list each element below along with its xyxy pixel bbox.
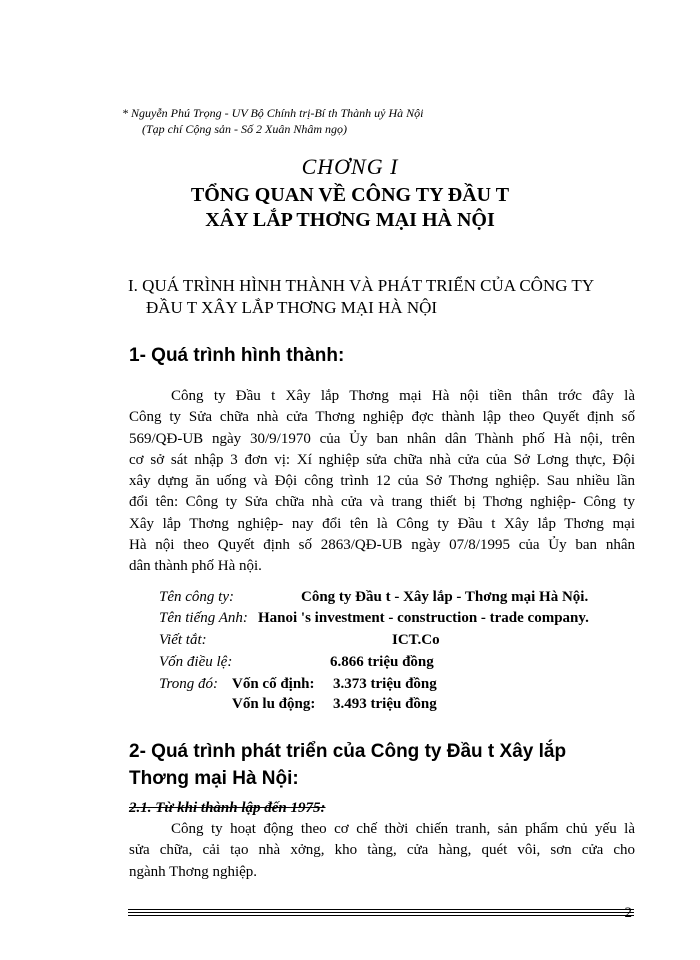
- paragraph-line: Công ty Đầu t Xây lắp Thơng mại Hà nội tiền thân trớc đây là: [171, 388, 635, 404]
- paragraph-line: xây dựng ăn uống và Đội công trình 12 của Sở Thơng nghiệp. Sau nhiều lần: [129, 473, 635, 490]
- footer-rule: [128, 912, 634, 913]
- subheading-2-1: 2.1. Từ khi thành lập đến 1975:: [129, 800, 326, 816]
- paragraph-line: ngành Thơng nghiệp.: [129, 863, 258, 880]
- paragraph-line: dân thành phố Hà nội.: [129, 558, 262, 575]
- working-capital-label: Vốn lu động:: [232, 696, 316, 712]
- paragraph-line: Công ty hoạt động theo cơ chế thời chiến tranh, sản phẩm chủ yếu là: [171, 821, 635, 837]
- section-title-line-2: ĐẦU T XÂY LẮP THƠNG MẠI HÀ NỘI: [146, 298, 438, 317]
- fixed-capital-value: 3.373 triệu đồng: [333, 676, 437, 692]
- paragraph-line: Công ty Sửa chữa nhà cửa Thơng nghiệp đợc thành lập theo Quyết định số: [129, 409, 635, 426]
- paragraph-line: Xây lắp Thơng nghiệp- nay đổi tên là Công ty Đầu t Xây lắp Thơng mại: [129, 515, 635, 532]
- abbreviation-value: ICT.Co: [392, 632, 440, 648]
- chapter-title-line-2: XÂY LẮP THƠNG MẠI HÀ NỘI: [205, 209, 495, 231]
- footnote-line-2: (Tạp chí Cộng sản - Số 2 Xuân Nhâm ngọ): [142, 122, 347, 136]
- footer-rule: [128, 915, 634, 916]
- english-name-value: Hanoi 's investment - construction - trade company.: [258, 610, 589, 626]
- heading-1: 1- Quá trình hình thành:: [129, 345, 345, 366]
- of-which-label: Trong đó:: [159, 676, 219, 692]
- company-name-label: Tên công ty:: [159, 589, 234, 605]
- charter-capital-value: 6.866 triệu đồng: [330, 654, 434, 670]
- paragraph-line: cơ sở sát nhập 3 đơn vị: Xí nghiệp sửa chữa nhà cửa của Sở Lơng thực, Đội: [129, 451, 635, 468]
- footnote-line-1: * Nguyễn Phú Trọng - UV Bộ Chính trị-Bí th Thành uỷ Hà Nội: [122, 106, 424, 120]
- page-number: 2: [624, 905, 632, 921]
- section-title-line-1: I. QUÁ TRÌNH HÌNH THÀNH VÀ PHÁT TRIỂN CỦA CÔNG TY: [128, 276, 595, 295]
- chapter-title-line-1: TỔNG QUAN VỀ CÔNG TY ĐẦU T: [190, 184, 510, 206]
- footer-rule: [128, 909, 634, 910]
- heading-2-line-2: Thơng mại Hà Nội:: [129, 768, 299, 789]
- working-capital-value: 3.493 triệu đồng: [333, 696, 437, 712]
- paragraph-2: [129, 819, 635, 883]
- company-name-value: Công ty Đầu t - Xây lắp - Thơng mại Hà Nội.: [301, 589, 589, 605]
- fixed-capital-label: Vốn cố định:: [232, 676, 315, 692]
- paragraph-line: đổi tên: Công ty Sửa chữa nhà cửa và trang thiết bị Thơng nghiệp- Công ty: [129, 494, 635, 511]
- paragraph-line: 569/QĐ-UB ngày 30/9/1970 của Ủy ban nhân dân Thành phố Hà nội, trên: [129, 430, 635, 447]
- chapter-number: CHƠNG I: [301, 154, 399, 179]
- charter-capital-label: Vốn điều lệ:: [159, 654, 233, 670]
- heading-2-line-1: 2- Quá trình phát triển của Công ty Đầu t Xây lắp: [129, 741, 567, 762]
- paragraph-1: [129, 386, 635, 578]
- abbreviation-label: Viết tắt:: [159, 632, 207, 648]
- paragraph-line: Hà nội theo Quyết định số 2863/QĐ-UB ngày 07/8/1995 của Ủy ban nhân: [129, 537, 635, 554]
- english-name-label: Tên tiếng Anh:: [159, 610, 248, 626]
- paragraph-line: sửa chữa, cải tạo nhà xởng, kho tàng, cửa hàng, quét vôi, sơn cửa cho: [129, 842, 635, 859]
